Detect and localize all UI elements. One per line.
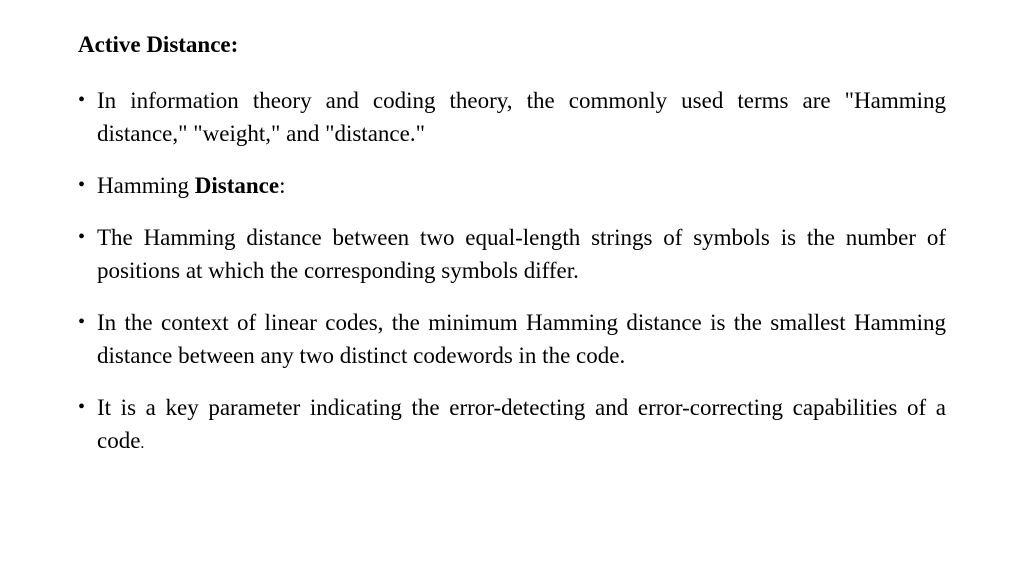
bullet-text-end: . [140, 435, 145, 452]
bullet-text: In information theory and coding theory, the commonly used terms are "Hamming distance," "weight," and "distance." [97, 88, 946, 146]
bullet-text: The Hamming distance between two equal-length strings of symbols is the number of positions at which the corresponding symbols differ. [97, 225, 946, 283]
bullet-text: In the context of linear codes, the minimum Hamming distance is the smallest Hamming distance between any two distinct codewords in the code. [97, 310, 946, 368]
bullet-list [78, 84, 946, 460]
bullet-dot-icon: • [78, 226, 86, 248]
bullet-item [78, 169, 946, 202]
bullet-text: It is a key parameter indicating the error-detecting and error-correcting capabilities of a code [97, 395, 946, 453]
bullet-text-prefix: Hamming [97, 173, 195, 198]
bullet-dot-icon: • [78, 396, 86, 418]
bullet-dot-icon: • [78, 311, 86, 333]
bullet-text-suffix: : [279, 173, 286, 198]
slide-title: Active Distance: [78, 32, 239, 57]
bullet-item [78, 221, 946, 287]
bullet-item [78, 84, 946, 150]
bullet-text-bold: Distance [194, 173, 280, 198]
bullet-dot-icon: • [78, 174, 86, 196]
bullet-item [78, 391, 946, 460]
bullet-item [78, 306, 946, 372]
bullet-dot-icon: • [78, 89, 86, 111]
